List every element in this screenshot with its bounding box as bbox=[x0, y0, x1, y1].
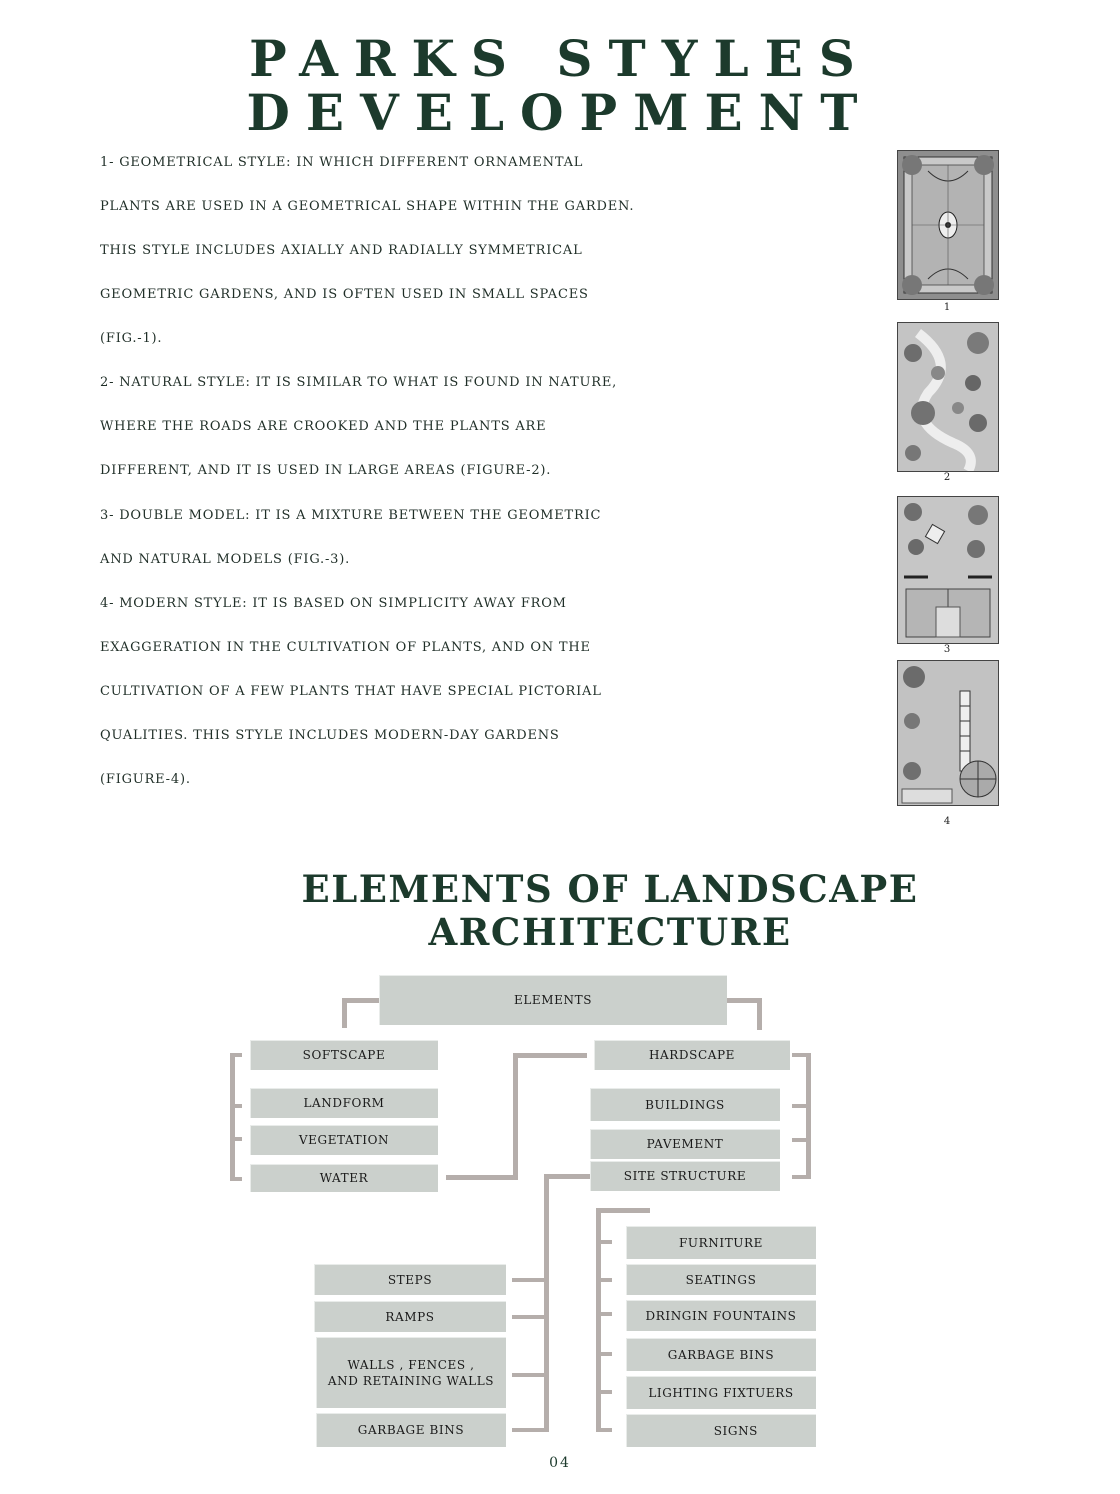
text-line: CULTIVATION OF A FEW PLANTS THAT HAVE SPECIAL PICTORIAL bbox=[100, 684, 602, 699]
text-line: EXAGGERATION IN THE CULTIVATION OF PLANTS, AND ON THE bbox=[100, 640, 591, 655]
connector-line bbox=[446, 1175, 518, 1180]
landform-box: LANDFORM bbox=[250, 1088, 438, 1118]
connector-line bbox=[792, 1138, 811, 1142]
connector-line bbox=[596, 1208, 650, 1213]
garbage-bins-right-box: GARBAGE BINS bbox=[626, 1338, 816, 1371]
garden-plan-figure-4 bbox=[897, 660, 999, 806]
connector-line bbox=[342, 998, 380, 1003]
text-line: (FIG.-1). bbox=[100, 331, 163, 346]
title-line-1: PARKS STYLES bbox=[249, 29, 871, 88]
garden-plan-figure-1 bbox=[897, 150, 999, 300]
steps-box: STEPS bbox=[314, 1264, 506, 1295]
connector-line bbox=[230, 1177, 242, 1181]
section-title-line-2: ARCHITECTURE bbox=[428, 910, 792, 954]
vegetation-box: VEGETATION bbox=[250, 1125, 438, 1155]
figure-number: 3 bbox=[943, 644, 951, 655]
signs-box: SIGNS bbox=[626, 1414, 816, 1447]
connector-line bbox=[792, 1175, 811, 1179]
connector-line bbox=[230, 1104, 242, 1108]
connector-line bbox=[230, 1137, 242, 1141]
connector-line bbox=[230, 1053, 242, 1057]
water-box: WATER bbox=[250, 1164, 438, 1192]
connector-line bbox=[512, 1428, 549, 1432]
connector-line bbox=[596, 1428, 612, 1432]
walls-fences-box: WALLS , FENCES , AND RETAINING WALLS bbox=[316, 1337, 506, 1408]
text-line: GEOMETRIC GARDENS, AND IS OFTEN USED IN SMALL SPACES bbox=[100, 287, 589, 302]
connector-line bbox=[512, 1315, 549, 1319]
connector-line bbox=[596, 1352, 612, 1356]
buildings-box: BUILDINGS bbox=[590, 1088, 780, 1121]
figure-number: 2 bbox=[943, 472, 951, 483]
connector-line bbox=[544, 1174, 592, 1179]
text-line: 4- MODERN STYLE: IT IS BASED ON SIMPLICITY AWAY FROM bbox=[100, 596, 567, 611]
connector-line bbox=[596, 1240, 612, 1244]
garden-plan-figure-3 bbox=[897, 496, 999, 644]
ramps-box: RAMPS bbox=[314, 1301, 506, 1332]
connector-line bbox=[230, 1053, 235, 1181]
section-title-line-1: ELEMENTS OF LANDSCAPE bbox=[301, 867, 919, 911]
figure-number: 4 bbox=[943, 816, 951, 827]
text-line: 3- DOUBLE MODEL: IT IS A MIXTURE BETWEEN THE GEOMETRIC bbox=[100, 508, 602, 523]
connector-line bbox=[342, 998, 347, 1028]
garbage-bins-left-box: GARBAGE BINS bbox=[316, 1413, 506, 1447]
connector-line bbox=[596, 1278, 612, 1282]
seatings-box: SEATINGS bbox=[626, 1264, 816, 1295]
furniture-box: FURNITURE bbox=[626, 1226, 816, 1259]
softscape-box: SOFTSCAPE bbox=[250, 1040, 438, 1070]
connector-line bbox=[513, 1053, 587, 1058]
text-line: PLANTS ARE USED IN A GEOMETRICAL SHAPE WITHIN THE GARDEN. bbox=[100, 199, 635, 214]
connector-line bbox=[596, 1312, 612, 1316]
page-number: 04 bbox=[549, 1455, 571, 1471]
connector-line bbox=[596, 1390, 612, 1394]
garden-plan-figure-2 bbox=[897, 322, 999, 472]
page-title bbox=[0, 29, 1120, 142]
text-line: AND NATURAL MODELS (FIG.-3). bbox=[100, 552, 351, 567]
connector-line bbox=[513, 1053, 518, 1180]
text-line: DIFFERENT, AND IT IS USED IN LARGE AREAS (FIGURE-2). bbox=[100, 463, 552, 478]
connector-line bbox=[512, 1278, 549, 1282]
text-line: (FIGURE-4). bbox=[100, 772, 191, 787]
connector-line bbox=[792, 1104, 811, 1108]
elements-root-box: ELEMENTS bbox=[379, 975, 727, 1025]
title-line-2: DEVELOPMENT bbox=[246, 83, 874, 142]
text-line: 2- NATURAL STYLE: IT IS SIMILAR TO WHAT IS FOUND IN NATURE, bbox=[100, 375, 618, 390]
figure-number: 1 bbox=[943, 302, 951, 313]
drinking-fountains-box: DRINGIN FOUNTAINS bbox=[626, 1300, 816, 1331]
text-line: QUALITIES. THIS STYLE INCLUDES MODERN-DAY GARDENS bbox=[100, 728, 560, 743]
hardscape-box: HARDSCAPE bbox=[594, 1040, 790, 1070]
text-line: 1- GEOMETRICAL STYLE: IN WHICH DIFFERENT ORNAMENTAL bbox=[100, 155, 584, 170]
connector-line bbox=[544, 1174, 549, 1432]
text-line: THIS STYLE INCLUDES AXIALLY AND RADIALLY SYMMETRICAL bbox=[100, 243, 583, 258]
connector-line bbox=[512, 1373, 549, 1377]
text-line: WHERE THE ROADS ARE CROOKED AND THE PLANTS ARE bbox=[100, 419, 547, 434]
section-title bbox=[50, 868, 1120, 954]
site-structure-box: SITE STRUCTURE bbox=[590, 1161, 780, 1191]
lighting-fixtures-box: LIGHTING FIXTUERS bbox=[626, 1376, 816, 1409]
connector-line bbox=[806, 1053, 811, 1179]
connector-line bbox=[792, 1053, 811, 1057]
pavement-box: PAVEMENT bbox=[590, 1129, 780, 1159]
connector-line bbox=[757, 998, 762, 1030]
